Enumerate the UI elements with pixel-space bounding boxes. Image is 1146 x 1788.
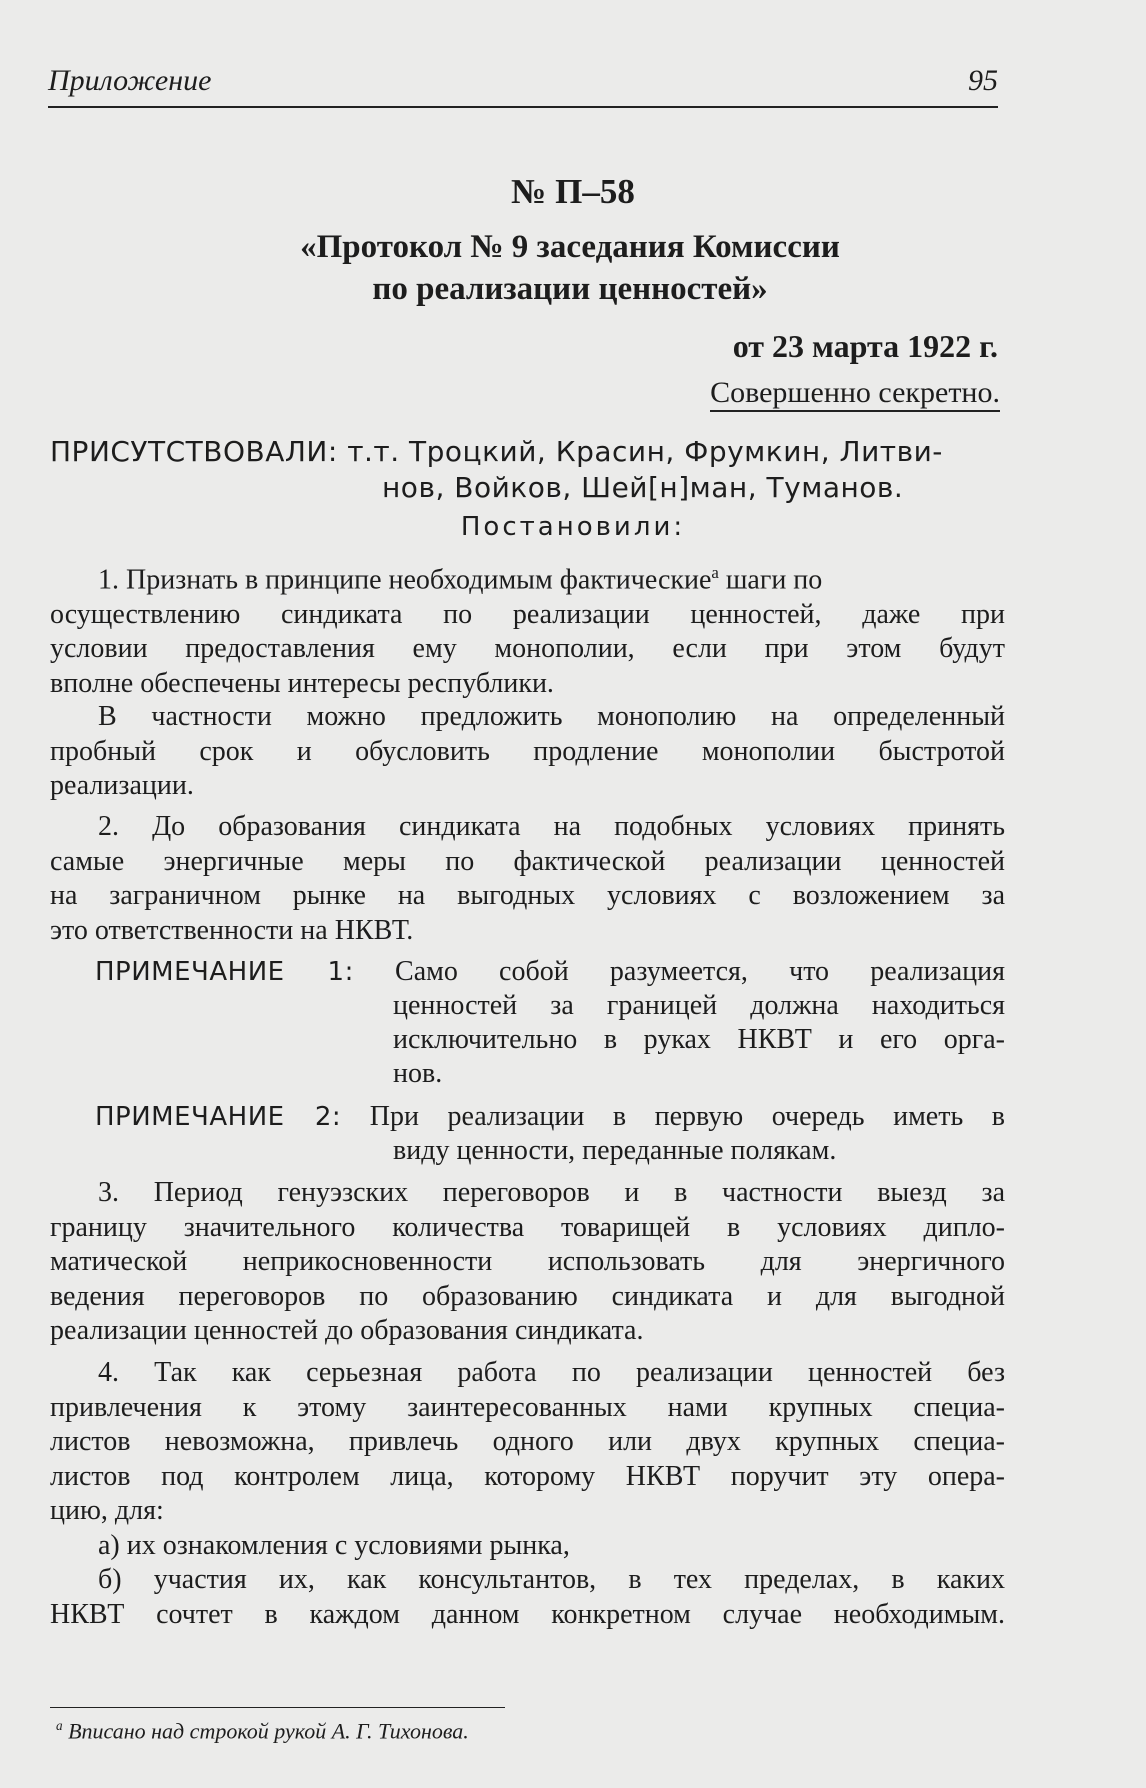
page-number: 95 bbox=[968, 64, 998, 97]
paragraph-line: матической неприкосновенности использовать для энергичного bbox=[50, 1246, 1005, 1277]
document-title-line: «Протокол № 9 заседания Комиссии bbox=[300, 229, 840, 265]
footnote bbox=[56, 1712, 469, 1745]
note-line bbox=[95, 1100, 1005, 1134]
paragraph-line: В частности можно предложить монополию на определенный bbox=[98, 701, 1005, 732]
paragraph-line: границу значительного количества товарищей в условиях дипло- bbox=[50, 1211, 1005, 1243]
paragraph-3 bbox=[50, 1176, 1005, 1349]
note-2 bbox=[95, 1100, 1005, 1168]
decided-heading: Постановили: bbox=[460, 512, 686, 542]
note-line: исключительно в руках НКВТ и его орга- bbox=[393, 1024, 1005, 1055]
paragraph-text: 1. Признать в принципе необходимым фактические bbox=[98, 564, 712, 596]
note-1 bbox=[95, 955, 1005, 1091]
paragraph-line: пробный срок и обусловить продление монополии быстротой bbox=[50, 735, 1005, 767]
paragraph-line: самые энергичные меры по фактической реализации ценностей bbox=[50, 845, 1005, 877]
note-label: ПРИМЕЧАНИЕ 2: bbox=[95, 1102, 342, 1132]
paragraph-line: листов под контролем лица, которому НКВТ поручит эту опера- bbox=[50, 1460, 1005, 1492]
document-number: № П–58 bbox=[511, 172, 635, 211]
list-item: а) их ознакомления с условиями рынка, bbox=[98, 1529, 570, 1561]
paragraph-line: реализации ценностей до образования синдиката. bbox=[50, 1315, 644, 1346]
paragraph-line: 4. Так как серьезная работа по реализации ценностей без bbox=[98, 1357, 1005, 1388]
note-line: виду ценности, переданные полякам. bbox=[393, 1135, 837, 1166]
attendees-label: ПРИСУТСТВОВАЛИ: bbox=[50, 435, 338, 468]
paragraph-line: это ответственности на НКВТ. bbox=[50, 914, 414, 946]
note-line: ценностей за границей должна находиться bbox=[393, 990, 1005, 1021]
paragraph-text: шаги по bbox=[718, 564, 823, 596]
paragraph-1b bbox=[50, 700, 1005, 804]
note-text: Само собой разумеется, что реализация bbox=[353, 956, 1005, 987]
paragraph-line: реализации. bbox=[50, 770, 194, 801]
paragraph-1 bbox=[50, 556, 1005, 701]
document-title-line: по реализации ценностей» bbox=[372, 271, 768, 307]
note-line: нов. bbox=[393, 1058, 443, 1089]
classification-stamp: Совершенно секретно. bbox=[710, 376, 1000, 412]
paragraph-line: привлечения к этому заинтересованных нами крупных специа- bbox=[50, 1391, 1005, 1423]
running-head bbox=[48, 62, 998, 108]
footnote-text: Вписано над строкой рукой А. Г. Тихонова. bbox=[62, 1718, 469, 1744]
attendees-line bbox=[50, 434, 1005, 470]
paragraph-line: НКВТ сочтет в каждом данном конкретном случае необходимым. bbox=[50, 1598, 1005, 1630]
footnote-divider bbox=[50, 1707, 505, 1708]
paragraph-line: условии предоставления ему монополии, если при этом будут bbox=[50, 633, 1005, 665]
paragraph-line: 3. Период генуэзских переговоров и в частности выезд за bbox=[98, 1177, 1005, 1208]
note-label: ПРИМЕЧАНИЕ 1: bbox=[95, 957, 354, 987]
paragraph-line: 2. До образования синдиката на подобных условиях принять bbox=[98, 811, 1005, 842]
attendees-block bbox=[50, 434, 1005, 506]
paragraph-line: ведения переговоров по образованию синдиката и для выгодной bbox=[50, 1280, 1005, 1312]
running-head-section: Приложение bbox=[48, 64, 212, 97]
paragraph-4 bbox=[50, 1356, 1005, 1632]
paragraph-line: цию, для: bbox=[50, 1495, 164, 1526]
note-line bbox=[95, 955, 1005, 989]
paragraph-line: на заграничном рынке на выгодных условиях с возложением за bbox=[50, 880, 1005, 911]
paragraph-line: листов невозможна, привлечь одного или двух крупных специа- bbox=[50, 1426, 1005, 1457]
note-text: При реализации в первую очередь иметь в bbox=[341, 1101, 1005, 1132]
paragraph-line: вполне обеспечены интересы республики. bbox=[50, 667, 554, 699]
paragraph-line: осуществлению синдиката по реализации ценностей, даже при bbox=[50, 598, 1005, 630]
attendees-names: т.т. Троцкий, Красин, Фрумкин, Литви- bbox=[347, 435, 943, 468]
attendees-line: нов, Войков, Шей[н]ман, Туманов. bbox=[382, 471, 904, 504]
paragraph-line bbox=[50, 556, 1005, 598]
document-title bbox=[140, 226, 1000, 310]
list-item: б) участия их, как консультантов, в тех пределах, в каких bbox=[98, 1564, 1005, 1595]
document-date: от 23 марта 1922 г. bbox=[732, 328, 998, 364]
footnote-mark: а bbox=[711, 563, 719, 582]
paragraph-2 bbox=[50, 810, 1005, 948]
footnote-mark: а bbox=[56, 1718, 63, 1733]
